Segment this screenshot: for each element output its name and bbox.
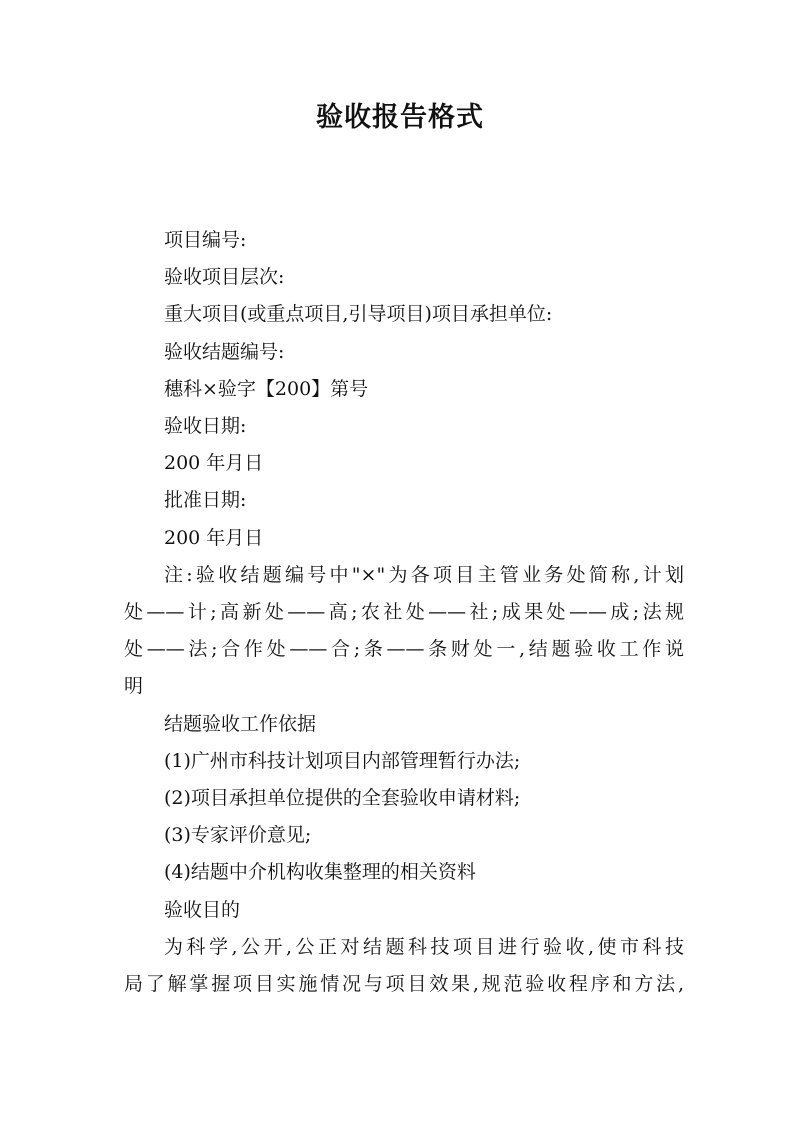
note-line: 注:验收结题编号中"×"为各项目主管业务处简称,计划 <box>164 563 684 586</box>
approval-date-value: 200 年月日 <box>164 526 264 549</box>
field-acceptance-level: 验收项目层次: <box>164 266 285 289</box>
basis-item: (3)专家评价意见; <box>164 824 312 847</box>
section-heading-basis: 结题验收工作依据 <box>164 712 317 735</box>
field-acceptance-date: 验收日期: <box>164 415 247 438</box>
basis-item: (2)项目承担单位提供的全套验收申请材料; <box>164 787 521 810</box>
basis-item: (4)结题中介机构收集整理的相关资料 <box>164 861 476 884</box>
field-project-number: 项目编号: <box>164 229 247 251</box>
acceptance-number-format: 穗科×验字【200】第号 <box>164 377 369 400</box>
document-body <box>124 222 684 1003</box>
field-acceptance-number: 验收结题编号: <box>164 340 285 363</box>
purpose-paragraph-line: 为科学,公开,公正对结题科技项目进行验收,使市科技 <box>164 935 684 958</box>
basis-item: (1)广州市科技计划项目内部管理暂行办法; <box>164 749 521 772</box>
section-heading-purpose: 验收目的 <box>164 898 241 921</box>
note-line: 处——计;高新处——高;农社处——社;成果处——成;法规 <box>124 601 684 624</box>
acceptance-date-value: 200 年月日 <box>164 452 264 475</box>
field-undertaking-unit: 重大项目(或重点项目,引导项目)项目承担单位: <box>164 303 553 326</box>
purpose-paragraph-line: 局了解掌握项目实施情况与项目效果,规范验收程序和方法, <box>124 973 684 996</box>
field-approval-date: 批准日期: <box>164 489 247 512</box>
note-line: 明 <box>124 675 144 698</box>
document-title: 验收报告格式 <box>316 102 484 133</box>
note-line: 处——法;合作处——合;条——条财处一,结题验收工作说 <box>124 638 684 661</box>
